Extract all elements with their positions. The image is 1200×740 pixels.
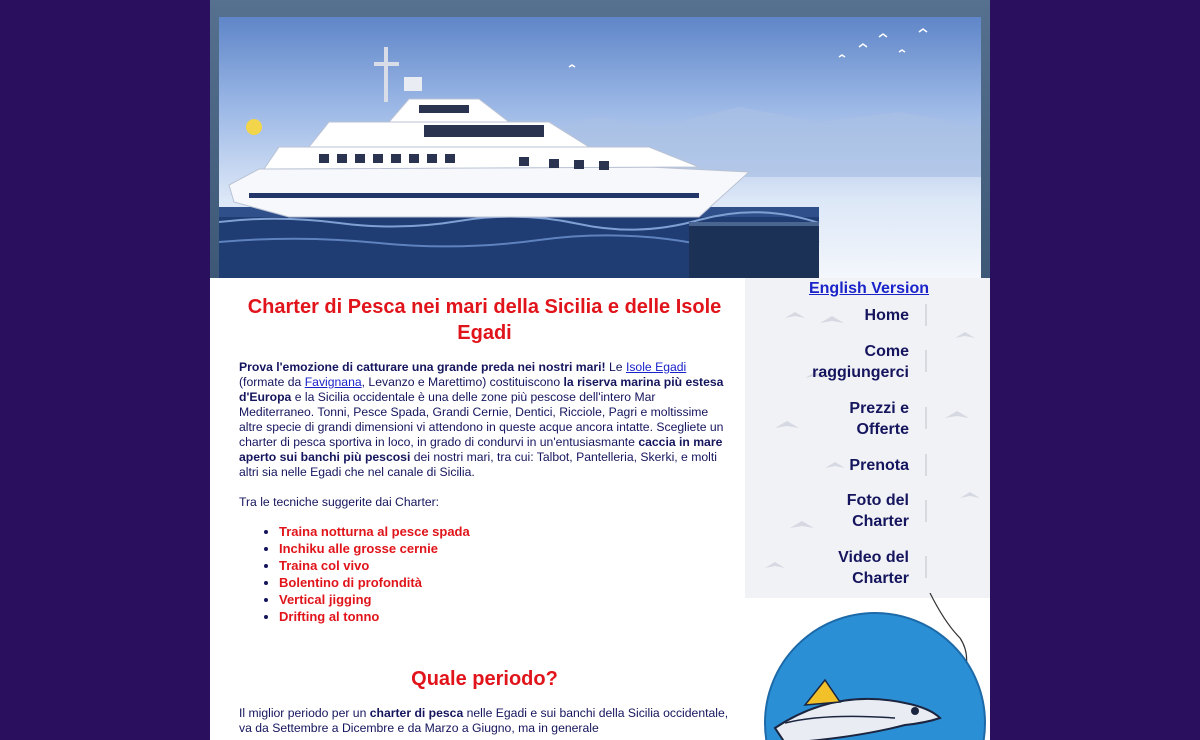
english-version-link[interactable]: English Version [808,280,929,297]
sidebar-nav [745,278,990,740]
techniques-list [239,523,470,625]
nav-label: raggiungerci [812,364,909,381]
nav-label: Charter [852,513,909,530]
header-banner [210,0,990,278]
page-title: Charter di Pesca nei mari della Sicilia e delle Isole Egadi [247,296,722,344]
intro-text-2: (formate da [239,375,305,389]
nav-item-video-charter[interactable] [749,547,909,589]
list-item: • Vertical jigging [279,591,470,608]
page-container [210,0,990,740]
yacht-photo [219,17,981,278]
period-text-1: Il miglior periodo per un [239,706,370,720]
nav-item-prezzi-offerte[interactable] [749,398,909,440]
period-bold: charter di pesca [369,706,464,720]
nav-divider [925,556,927,578]
intro-text-5: dei nostri mari, tra cui: Talbot, Pantelleria, Skerki, e molti altri sia nelle Egadi che nel canale di Sicilia. [239,450,717,479]
nav-divider [925,407,927,429]
link-isole-egadi[interactable]: Isole Egadi [625,360,687,374]
intro-paragraph [239,360,733,480]
list-item: • Drifting al tonno [279,608,470,625]
nav-label: Charter [852,570,909,587]
intro-bold-hunt: caccia in mare aperto sui banchi più pescosi [239,435,723,464]
nav-label: Come [864,343,909,360]
intro-lead: Prova l'emozione di catturare una grande preda nei nostri mari! [239,360,606,374]
intro-text-4: e la Sicilia occidentale è una delle zone più pescose dell'intero Mar Mediterraneo. Tonni, Pesce Spada, Grandi Cernie, Dentici, Ricciole, Pagri e moltissime altre specie di grandi dimensioni vi attendono in queste acque ancora intatte. Scegliete un charter di pesca sportiva in loco, in grado di condurvi in un'entusiasmante [239,390,724,449]
list-item: • Traina col vivo [279,557,470,574]
techniques-intro: Tra le tecniche suggerite dai Charter: [239,495,440,509]
nav-label: Prezzi e [849,400,909,417]
nav-label: Offerte [856,421,909,438]
nav-label: Foto del [846,492,909,509]
nav-label: Prenota [849,457,909,474]
period-text-2: nelle Egadi e sui banchi della Sicilia occidentale, va da Settembre a Dicembre e da Marzo a Giugno, ma in generale [239,706,729,735]
nav-item-come-raggiungerci[interactable] [749,341,909,383]
main-content [224,278,745,740]
tuna-on-lure-icon [745,593,990,740]
nav-divider [925,350,927,372]
period-paragraph [239,706,733,736]
nav-item-foto-charter[interactable] [749,490,909,532]
link-favignana[interactable]: Favignana [304,375,362,389]
nav-label: Home [864,307,909,324]
list-item: • Traina notturna al pesce spada [279,523,470,540]
nav-divider [925,454,927,476]
nav-item-home[interactable] [749,305,909,326]
nav-label: Video del [838,549,909,566]
nav-item-prenota[interactable] [749,455,909,476]
intro-text-1: Le [605,360,626,374]
list-item: • Bolentino di profondità [279,574,470,591]
nav-divider [925,500,927,522]
period-title: Quale periodo? [411,668,558,690]
list-item: • Inchiku alle grosse cernie [279,540,470,557]
nav-divider [925,304,927,326]
intro-text-3: , Levanzo e Marettimo) costituiscono [361,375,564,389]
intro-bold-reserve: la riserva marina più estesa d'Europa [239,375,724,404]
